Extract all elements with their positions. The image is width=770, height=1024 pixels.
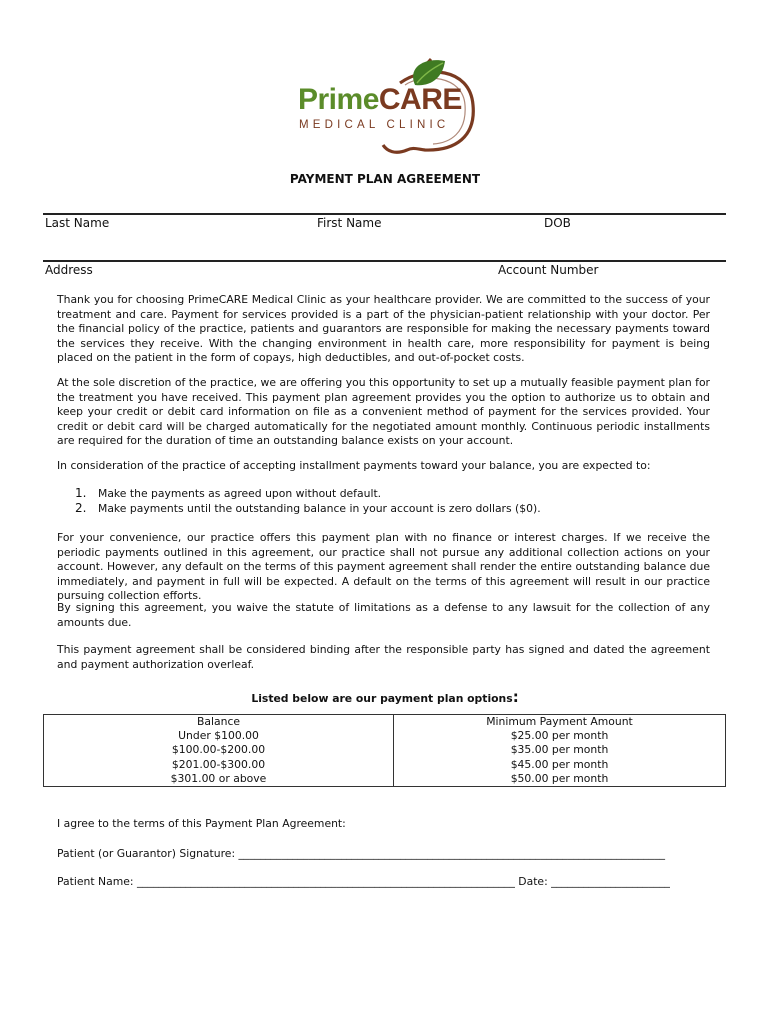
options-title [0,688,770,706]
header-cell: Balance [196,715,241,728]
options-title-colon: : [512,688,519,706]
address-label: Address [45,263,93,277]
table-cell: $35.00 per month [510,743,609,757]
logo-care: CARE [378,83,462,116]
table-cell: Under $100.00 [178,729,259,743]
logo-prime: Prime [298,83,379,116]
list-item-text: Make payments until the outstanding balance in your account is zero dollars ($0). [98,502,541,515]
list-item [75,486,705,501]
signature-line[interactable]: Patient (or Guarantor) Signature: _______________________________________________________________________________ [57,847,665,860]
first-name-label: First Name [317,216,382,230]
convenience-paragraph: For your convenience, our practice offers this payment plan with no finance or interest charges. If we receive the periodic payments outlined in this agreement, our practice shall not pursue any additional collection actions on your account. However, any default on the terms of this payment agreement shall render the entire outstanding balance due immediately, and payment in full will be expected. A default on the terms of this agreement will result in our practice pursuing collection efforts. [57,531,710,603]
account-number-label: Account Number [498,263,599,277]
binding-paragraph: This payment agreement shall be considered binding after the responsible party has signed and dated the agreement and payment authorization overleaf. [57,643,710,671]
payment-plan-table [43,714,726,787]
statute-paragraph: By signing this agreement, you waive the statute of limitations as a defense to any lawsuit for the collection of any amounts due. [57,601,710,629]
table-cell: $100.00-$200.00 [171,743,266,757]
logo-wordmark [298,85,462,115]
balance-header [44,715,394,787]
payment-header [394,715,726,787]
list-item [75,501,705,516]
table-cell: $45.00 per month [510,757,609,771]
expectations-list [75,486,705,516]
table-header-row [44,715,726,787]
list-item-text: Make the payments as agreed upon without default. [98,487,382,500]
table-cell: $50.00 per month [510,771,609,785]
patient-name-date-line[interactable]: Patient Name: ______________________________________________________________________ Date: ______________________ [57,875,670,888]
intro-paragraph: Thank you for choosing PrimeCARE Medical Clinic as your healthcare provider. We are committed to the success of your treatment and care. Payment for services provided is a part of the physician-patient relationship with your doctor. Per the financial policy of the practice, patients and guarantors are responsible for making the necessary payments toward the services they receive. With the changing environment in health care, more responsibility for payment is being placed on the patient in the form of copays, high deductibles, and out-of-pocket costs. [57,293,710,365]
table-cell: $25.00 per month [510,729,609,743]
top-rule [43,213,726,215]
discretion-paragraph: At the sole discretion of the practice, we are offering you this opportunity to set up a mutually feasible payment plan for the treatment you have received. This payment plan agreement provides you the option to authorize us to obtain and keep your credit or debit card information on file as a convenient method of payment for the services provided. Your credit or debit card will be charged automatically for the negotiated amount monthly. Continuous periodic installments are required for the duration of time an outstanding balance exists on your account. [57,376,710,448]
expectations-intro: In consideration of the practice of accepting installment payments toward your balance, you are expected to: [57,459,651,472]
middle-rule [43,260,726,262]
header-cell: Minimum Payment Amount [486,715,633,728]
clinic-logo [295,55,480,155]
last-name-label: Last Name [45,216,110,230]
agree-statement: I agree to the terms of this Payment Plan Agreement: [57,817,346,830]
list-item-number: 1. [75,486,87,500]
dob-label: DOB [544,216,571,230]
document-title: PAYMENT PLAN AGREEMENT [289,172,481,186]
table-cell: $201.00-$300.00 [171,757,266,771]
logo-subtitle: MEDICAL CLINIC [299,119,450,131]
table-cell: $301.00 or above [170,771,267,785]
options-title-text: Listed below are our payment plan options [251,692,513,705]
list-item-number: 2. [75,501,87,515]
